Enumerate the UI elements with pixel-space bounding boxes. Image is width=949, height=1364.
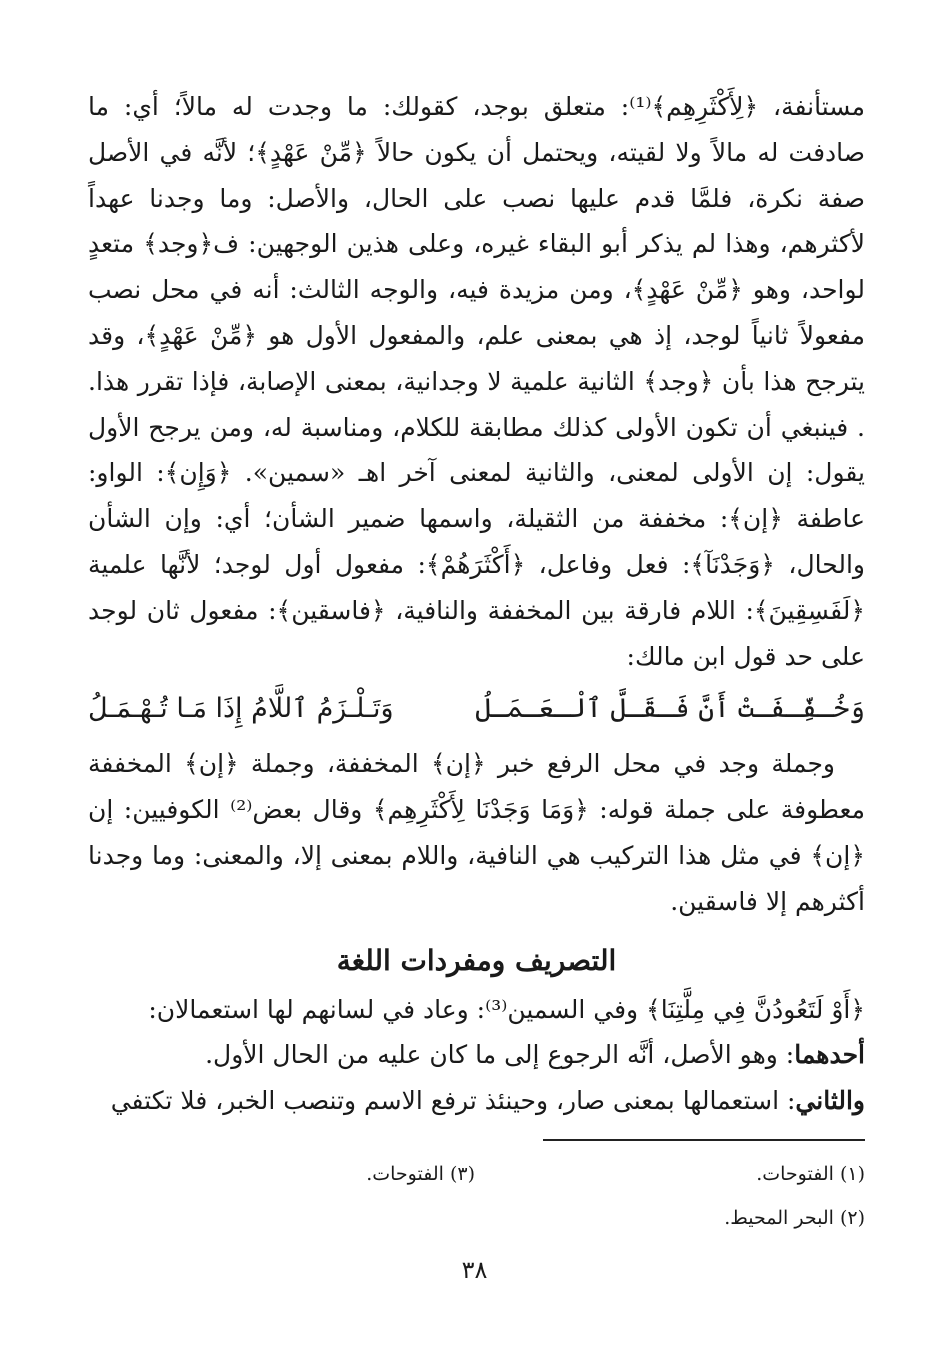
- body-paragraph-1: مستأنفة، ﴿لِأَكْثَرِهِم﴾⁽¹⁾: متعلق بوجد، كقولك: ما وجدت له مالاً؛ أي: ما صادفت له مالاً ولا لقيته، ويحتمل أن يكون حالاً ﴿مِّنْ عَهْدٍ﴾؛ لأنَّه في الأصل صفة نكرة، فلمَّا قدم عليها نصب على الحال، والأصل: وما وجدنا عهداً لأكثرهم، وهذا لم يذكر أبو البقاء غيره، وعلى هذين الوجهين: ف﴿وجد﴾ متعدٍ لواحد، وهو ﴿مِّنْ عَهْدٍ﴾، ومن مزيدة فيه، والوجه الثالث: أنه في محل نصب مفعولاً ثانياً لوجد، إذ هي بمعنى علم، والمفعول الأول هو ﴿مِّنْ عَهْدٍ﴾، وقد يترجح هذا بأن ﴿وجد﴾ الثانية علمية لا وجدانية، بمعنى الإصابة، فإذا تقرر هذا. . فينبغي أن تكون الأولى كذلك مطابقة للكلام، ومناسبة له، ومن يرجح الأول يقول: إن الأولى لمعنى، والثانية لمعنى آخر اهـ «سمين». ﴿وَإِن﴾: الواو: عاطفة ﴿إن﴾: مخففة من الثقيلة، واسمها ضمير الشأن؛ أي: وإن الشأن والحال، ﴿وَجَدْنَآ﴾: فعل وفاعل، ﴿أَكْثَرَهُمْ﴾: مفعول أول لوجد؛ لأنَّها علمية ﴿لَفَسِقِينَ﴾: اللام فارقة بين المخففة والنافية، ﴿فاسقين﴾: مفعول ثان لوجد على حد قول ابن مالك:: [88, 92, 865, 671]
- section-intro: ﴿أَوْ لَتَعُودُنَّ فِي مِلَّتِنَا﴾ وفي السمين⁽³⁾: وعاد في لسانهم لها استعمالان:: [148, 994, 865, 1024]
- footnote-3: (٣) الفتوحات.: [366, 1163, 475, 1185]
- verse-first-hemistich: وَخُـفِّـفَـتْ أَنَّ فَـقَـلَّ ٱلْـعَـمَـلُ: [475, 693, 865, 725]
- body-paragraph-2: وجملة وجد في محل الرفع خبر ﴿إن﴾ المخففة، وجملة ﴿إن﴾ المخففة معطوفة على جملة قوله: ﴿وَمَا وَجَدْنَا لِأَكْثَرِهِم﴾ وقال بعض⁽²⁾ الكوفيين: إن ﴿إن﴾ في مثل هذا التركيب هي النافية، واللام بمعنى إلا، والمعنى: وما وجدنا أكثرهم إلا فاسقين.: [88, 749, 865, 916]
- second-usage-text: : استعمالها بمعنى صار، وحينئذ ترفع الاسم وتنصب الخبر، فلا تكتفي: [110, 1086, 796, 1116]
- second-usage-lead: والثاني: [795, 1086, 865, 1116]
- footnote-row: [85, 1152, 865, 1196]
- first-usage-text: : وهو الأصل، أنَّه الرجوع إلى ما كان عليه من الحال الأول.: [205, 1040, 795, 1070]
- footnote-divider: [543, 1139, 865, 1141]
- footnote-2: (٢) البحر المحيط.: [724, 1207, 865, 1229]
- footnote-row: [85, 1196, 865, 1240]
- first-usage-paragraph: [88, 1032, 865, 1078]
- first-usage-lead: أحدهما: [794, 1040, 865, 1070]
- footnote-1: (١) الفتوحات.: [756, 1163, 865, 1185]
- footnotes: [85, 1152, 865, 1240]
- section-title: التصريف ومفردات اللغة: [336, 943, 617, 977]
- second-usage-paragraph: [88, 1078, 865, 1124]
- verse-second-hemistich: وَتَـلْـزَمُ ٱللَّامُ إِذَا مَـا تُـهْـمَـلُ: [88, 693, 394, 725]
- page-body: [88, 84, 865, 1124]
- poetry-verse: [88, 683, 865, 735]
- page-number: ٣٨: [461, 1256, 488, 1284]
